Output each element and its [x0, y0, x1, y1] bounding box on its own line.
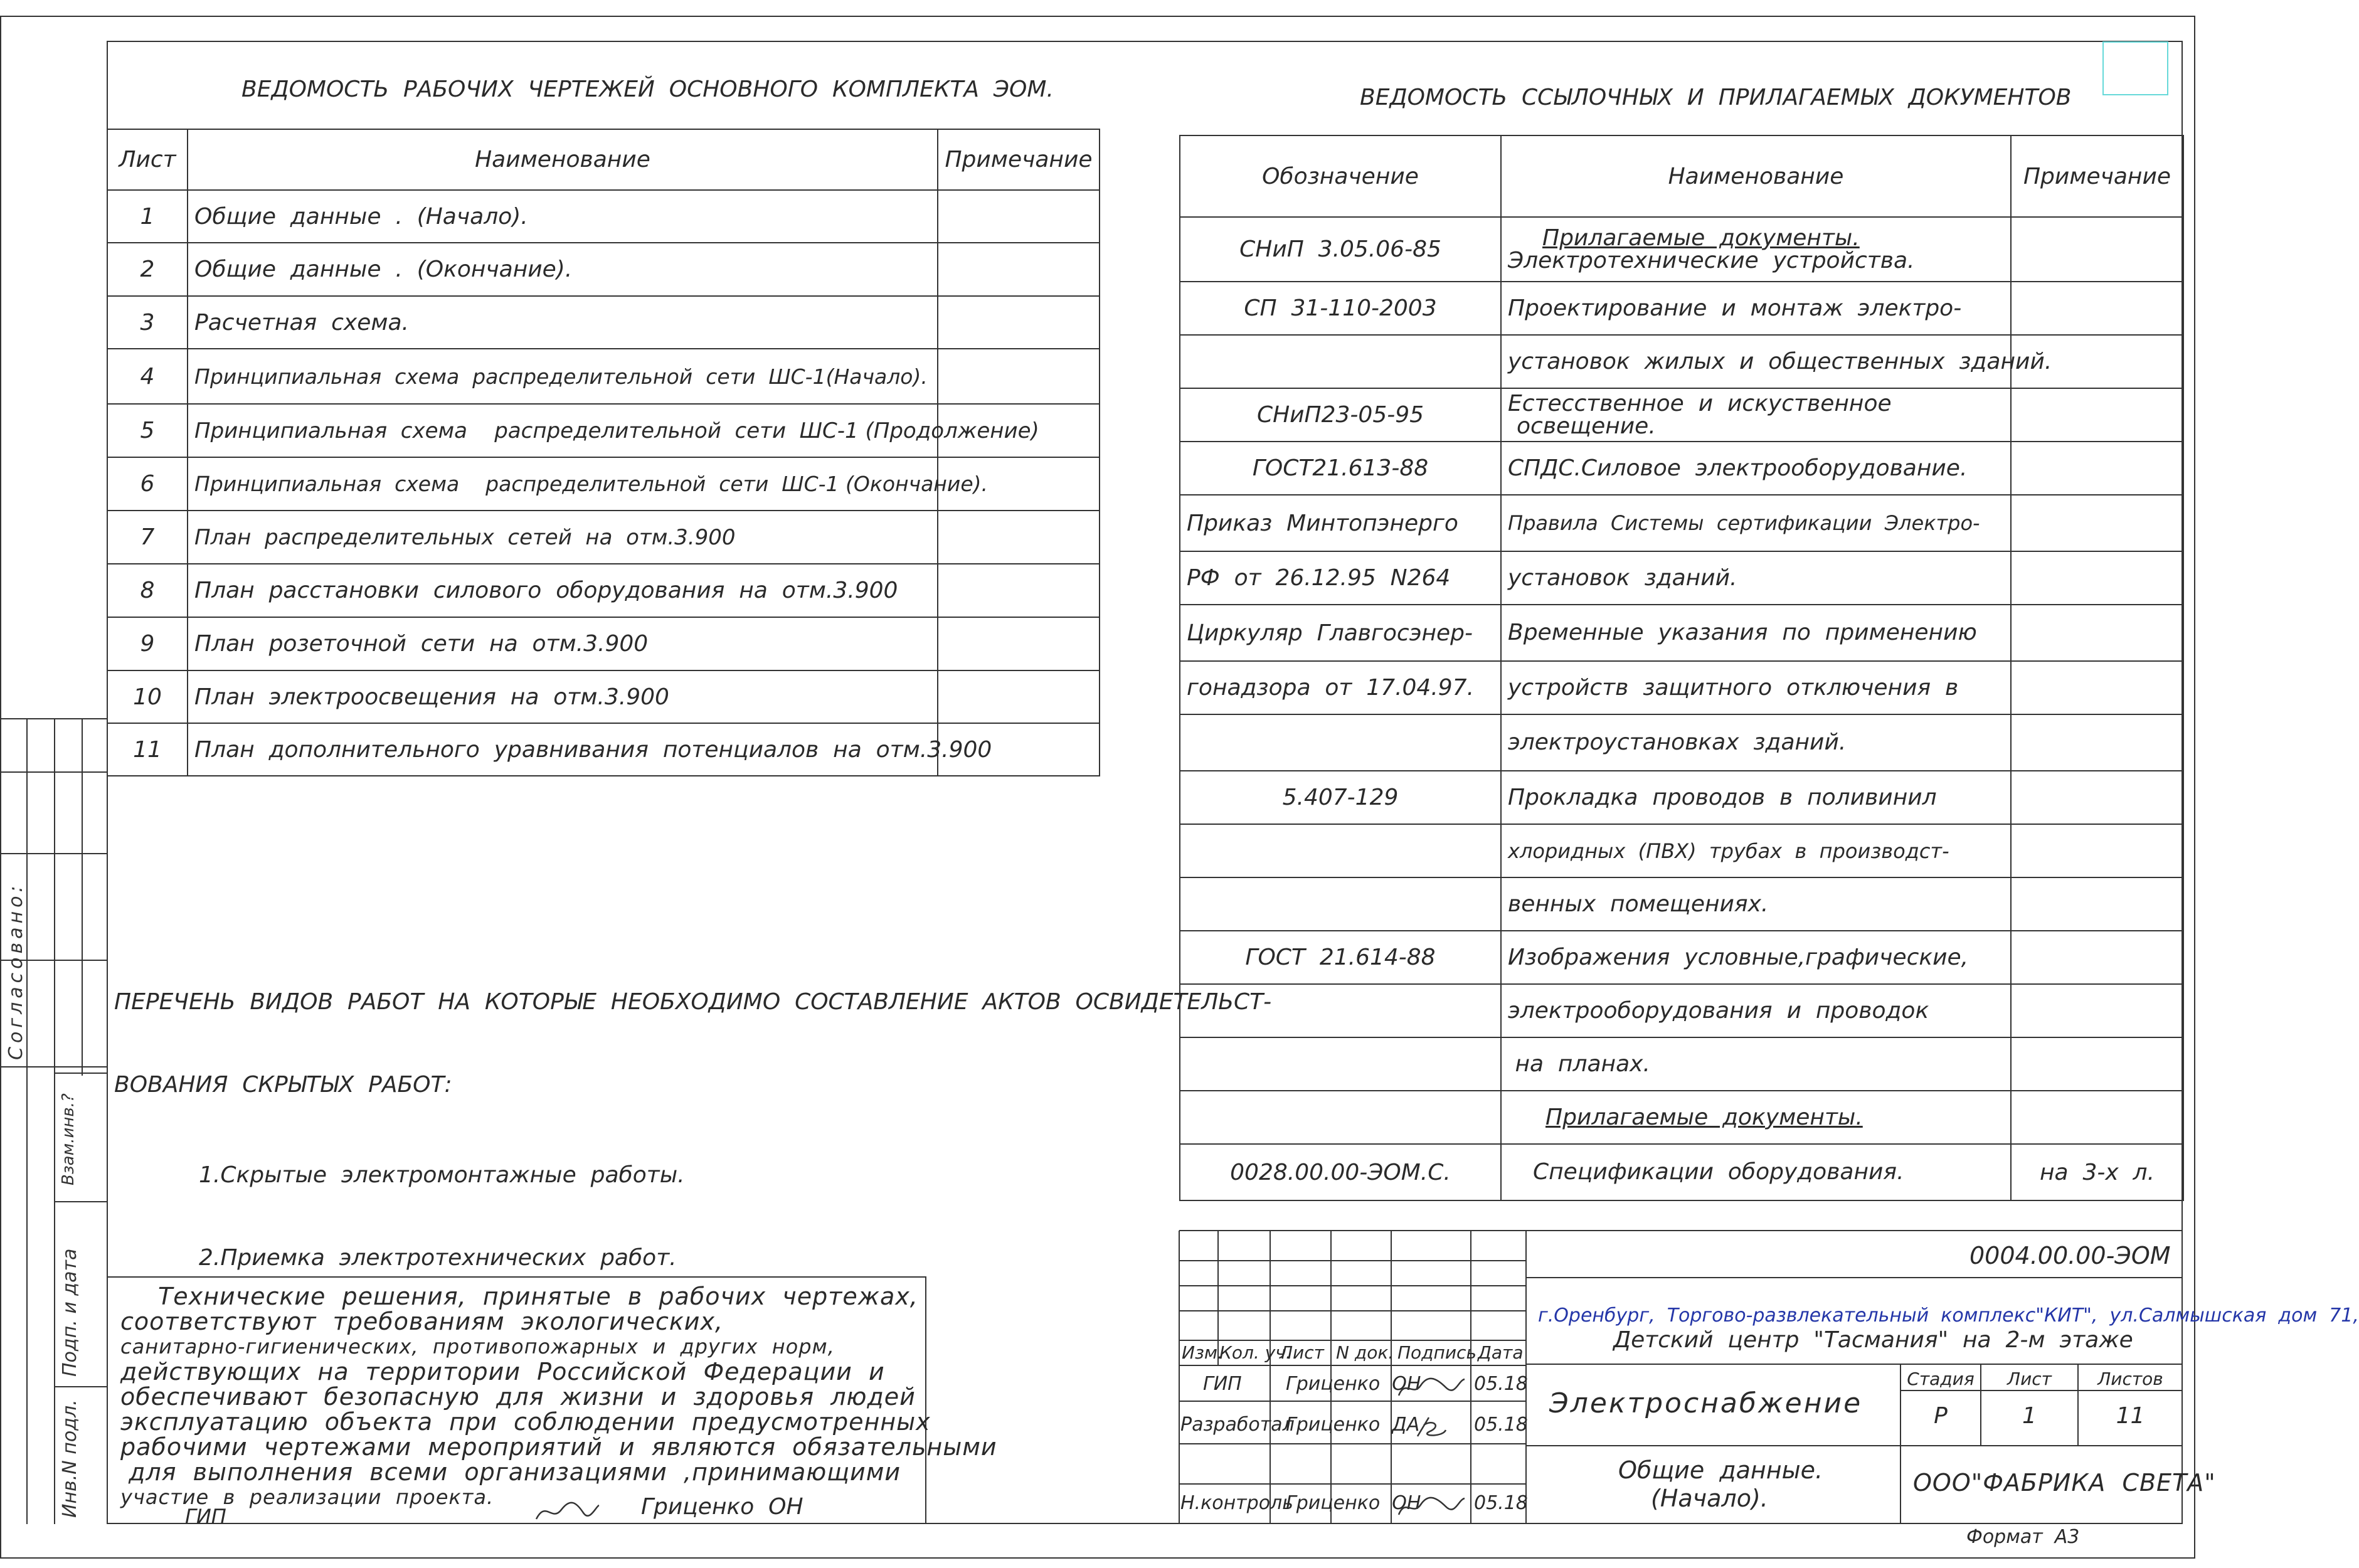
drawing-row [107, 723, 1100, 776]
drawing-note-cell [938, 564, 1100, 617]
reference-note-cell: на 3-х л. [2011, 1144, 2183, 1200]
col-header-date: Дата [1478, 1342, 1524, 1363]
reference-note-cell [2011, 551, 2183, 605]
reference-row [1180, 1144, 2183, 1200]
reference-name-text: Естесственное и искуственное [1508, 390, 1892, 416]
reference-name-text: хлоридных (ПВХ) трубах в производст- [1508, 839, 1949, 863]
works-item: 2.Приемка электротехнических работ. [199, 1245, 677, 1271]
reference-code-cell [1180, 335, 1501, 388]
reference-name-text: Прокладка проводов в поливинил [1508, 784, 1937, 810]
person-name: Гриценко ОН [1286, 1492, 1421, 1514]
drawing-sheet-cell: 5 [107, 404, 188, 457]
drawing-note-cell [938, 296, 1100, 349]
col-header-sheet: Лист [1280, 1342, 1324, 1363]
reference-note-cell [2011, 217, 2183, 282]
doc-code: 0004.00.00-ЭОМ [1969, 1242, 2171, 1269]
drawing-sheet-cell: 4 [107, 349, 188, 404]
reference-name-cell [1501, 335, 2052, 388]
reference-code-cell: гонадзора от 17.04.97. [1180, 661, 1501, 714]
reference-code-cell: 5.407-129 [1180, 771, 1501, 824]
reference-name-cell [1501, 1037, 2011, 1091]
reference-name-text: венных помещениях. [1508, 891, 1769, 917]
drawing-sheet-cell: 10 [107, 670, 188, 723]
works-title-line2: ВОВАНИЯ СКРЫТЫХ РАБОТ: [114, 1072, 452, 1098]
reference-name-text: Правила Системы сертификации Электро- [1508, 511, 1980, 535]
drawing-name-cell: План расстановки силового оборудования на отм.3.900 [188, 564, 938, 617]
drawing-note-cell [938, 670, 1100, 723]
drawing-name-cell: План распределительных сетей на отм.3.900 [188, 511, 938, 564]
reference-name-cell [1501, 1091, 2011, 1144]
reference-row [1180, 1091, 2183, 1144]
drawing-name-cell: Расчетная схема. [188, 296, 938, 349]
signature-icon [1396, 1491, 1468, 1519]
person-name: Гриценко ОН [1286, 1373, 1421, 1395]
statement-line: Технические решения, принятые в рабочих чертежах, [158, 1283, 918, 1310]
reference-code-cell: 0028.00.00-ЭОМ.С. [1180, 1144, 1501, 1200]
col-header-sheet: Лист [107, 129, 188, 190]
col-header-docno: N док. [1336, 1342, 1394, 1363]
reference-name-cell [1501, 661, 2011, 714]
statement-line: действующих на территории Российской Федерации и [120, 1358, 885, 1385]
reference-row [1180, 282, 2183, 335]
references-header-row [1180, 135, 2183, 217]
drawing-name-cell: Общие данные . (Начало). [188, 190, 938, 243]
person-date: 05.18 [1474, 1373, 1528, 1395]
signature-icon [533, 1494, 602, 1525]
reference-note-cell [2011, 605, 2183, 661]
drawing-row [107, 617, 1100, 670]
drawing-row [107, 404, 1100, 457]
reference-row [1180, 1037, 2183, 1091]
reference-note-cell [2011, 442, 2183, 495]
col-header-note: Примечание [2011, 135, 2183, 217]
drawing-note-cell [938, 190, 1100, 243]
address-line: г.Оренбург, Торгово-развлекательный комплекс"КИТ", ул.Салмышская дом 71, [1538, 1305, 2359, 1327]
reference-name-cell [1501, 282, 2011, 335]
section-name: Электроснабжение [1549, 1387, 1863, 1419]
works-item: 1.Скрытые электромонтажные работы. [199, 1162, 685, 1188]
drawing-row [107, 564, 1100, 617]
drawing-name-cell: Принципиальная схема распределительной сети ШС-1 (Окончание). [188, 457, 938, 511]
drawing-note-cell [938, 511, 1100, 564]
person-row [1179, 1412, 1526, 1441]
reference-note-cell [2011, 824, 2183, 877]
reference-code-cell: СНиП23-05-95 [1180, 388, 1501, 442]
reference-name-text: устройств защитного отключения в [1508, 674, 1959, 701]
reference-name-cell [1501, 442, 2011, 495]
reference-name-text: СПДС.Силовое электрооборудование. [1508, 455, 1968, 481]
reference-name-text: Временные указания по применению [1508, 620, 1977, 645]
reference-code-cell [1180, 1037, 1501, 1091]
reference-note-cell [2011, 1091, 2183, 1144]
drawing-name-cell: План дополнительного уравнивания потенциалов на отм.3.900 [188, 723, 938, 776]
col-header-signature: Подпись [1397, 1342, 1476, 1363]
reference-row [1180, 877, 2183, 931]
col-header-change: Изм. [1182, 1342, 1223, 1363]
col-header-count: Кол. уч. [1219, 1342, 1291, 1363]
reference-name-text: электрооборудования и проводок [1508, 997, 1929, 1024]
drawing-note-cell [938, 617, 1100, 670]
drawing-sheet-cell: 8 [107, 564, 188, 617]
reference-row [1180, 984, 2183, 1037]
reference-name-text: Проектирование и монтаж электро- [1508, 295, 1962, 321]
reference-name-cell [1501, 771, 2011, 824]
drawing-row [107, 243, 1100, 296]
signature-icon [1411, 1412, 1449, 1441]
reference-row [1180, 931, 2183, 984]
reference-row [1180, 714, 2183, 771]
person-name: Гриценко ДА [1286, 1414, 1420, 1436]
stage-value: Р [1934, 1403, 1948, 1429]
reference-row [1180, 824, 2183, 877]
drawing-name-cell: Общие данные . (Окончание). [188, 243, 938, 296]
statement-line: участие в реализации проекта. [120, 1485, 494, 1509]
replace-inv-label: Взам.инв.? [59, 1093, 78, 1185]
reference-name-cell [1501, 605, 2011, 661]
reference-note-cell [2011, 1037, 2183, 1091]
statement-line: эксплуатацию объекта при соблюдении предусмотренных [120, 1408, 931, 1436]
reference-row [1180, 388, 2183, 442]
inv-label: Инв.N подл. [59, 1399, 81, 1518]
reference-row [1180, 335, 2183, 388]
reference-note-cell [2011, 931, 2183, 984]
statement-line: рабочими чертежами мероприятий и являются обязательными [120, 1433, 997, 1461]
reference-name-cell [1501, 388, 2011, 442]
object-name: Детский центр "Тасмания" на 2-м этаже [1613, 1327, 2133, 1353]
references-title: ВЕДОМОСТЬ ССЫЛОЧНЫХ И ПРИЛАГАЕМЫХ ДОКУМЕНТОВ [1360, 85, 2072, 110]
drawing-sheet-cell: 3 [107, 296, 188, 349]
statement-role: ГИП [185, 1505, 226, 1528]
reference-code-cell: Приказ Минтопэнерго [1180, 495, 1501, 551]
drawing-sheet-cell: 2 [107, 243, 188, 296]
signature-icon [1396, 1372, 1468, 1400]
reference-name-text: установок зданий. [1508, 564, 1737, 591]
drawing-row [107, 190, 1100, 243]
col-header-name: Наименование [188, 129, 938, 190]
person-row [1179, 1491, 1526, 1519]
drawing-name-cell: План розеточной сети на отм.3.900 [188, 617, 938, 670]
sheets-label: Листов [2097, 1369, 2163, 1389]
corner-box [2102, 41, 2168, 95]
drawing-name-cell: Принципиальная схема распределительной сети ШС-1 (Продолжение) [188, 404, 938, 457]
reference-note-cell [2011, 495, 2183, 551]
drawing-sheet-cell: 11 [107, 723, 188, 776]
reference-code-cell: ГОСТ21.613-88 [1180, 442, 1501, 495]
works-list [114, 933, 1271, 1327]
sheet-title-2: (Начало). [1651, 1485, 1768, 1512]
col-header-name: Наименование [1501, 135, 2011, 217]
approved-label: Согласовано: [5, 882, 27, 1060]
reference-note-cell [2011, 984, 2183, 1037]
sheet-title-1: Общие данные. [1618, 1456, 1823, 1484]
drawing-row [107, 511, 1100, 564]
drawings-header-row [107, 129, 1100, 190]
reference-name-cell [1501, 984, 2011, 1037]
reference-name-text: установок жилых и общественных зданий. [1508, 348, 2052, 374]
person-role: Разработал [1180, 1414, 1295, 1436]
reference-name-text: Прилагаемые документы. [1545, 1104, 1863, 1130]
reference-name-text: Изображения условные,графические, [1508, 944, 1969, 970]
title-block [1179, 1231, 2359, 1524]
drawings-list-table [107, 129, 1100, 776]
reference-row [1180, 442, 2183, 495]
person-role: ГИП [1203, 1373, 1242, 1395]
person-row [1179, 1372, 1526, 1400]
statement-line: для выполнения всеми организациями ,принимающими [120, 1458, 901, 1486]
drawing-sheet-cell: 7 [107, 511, 188, 564]
reference-name-cell [1501, 495, 2011, 551]
attached-docs-heading: Прилагаемые документы. [1542, 225, 1860, 251]
statement-block [107, 1276, 997, 1528]
person-date: 05.18 [1474, 1414, 1528, 1436]
drawing-note-cell [938, 243, 1100, 296]
reference-row [1180, 605, 2183, 661]
col-header-note: Примечание [938, 129, 1100, 190]
stage-label: Стадия [1907, 1369, 1975, 1389]
sign-date-label: Подп. и дата [59, 1248, 81, 1377]
reference-row [1180, 771, 2183, 824]
reference-name-cell [1501, 824, 2011, 877]
reference-note-cell [2011, 877, 2183, 931]
reference-note-cell [2011, 282, 2183, 335]
statement-line: соответствуют требованиям экологических, [120, 1308, 724, 1335]
reference-name-text: Электротехнические устройства. [1508, 247, 1915, 273]
drawings-list-title: ВЕДОМОСТЬ РАБОЧИХ ЧЕРТЕЖЕЙ ОСНОВНОГО КОМПЛЕКТА ЭОМ. [241, 77, 1054, 102]
reference-code-cell [1180, 714, 1501, 771]
statement-text [120, 1284, 997, 1510]
drawing-name-cell: Принципиальная схема распределительной сети ШС-1(Начало). [188, 349, 938, 404]
side-strip [0, 718, 107, 1524]
reference-row [1180, 217, 2183, 282]
reference-note-cell [2011, 714, 2183, 771]
reference-code-cell: ГОСТ 21.614-88 [1180, 931, 1501, 984]
company-name: ООО"ФАБРИКА СВЕТА" [1913, 1469, 2216, 1496]
drawing-row [107, 457, 1100, 511]
drawing-note-cell [938, 349, 1100, 404]
sheet-value: 1 [2022, 1403, 2037, 1429]
reference-name-text: электроустановках зданий. [1508, 729, 1847, 755]
reference-code-cell [1180, 824, 1501, 877]
reference-name-text: на планах. [1508, 1051, 1650, 1077]
reference-note-cell [2011, 661, 2183, 714]
reference-name-text: Спецификации оборудования. [1533, 1159, 1904, 1185]
reference-code-cell [1180, 984, 1501, 1037]
reference-row [1180, 661, 2183, 714]
sheet-label: Лист [2007, 1369, 2052, 1389]
reference-name-cell [1501, 217, 2011, 282]
reference-row [1180, 551, 2183, 605]
reference-name-cell [1501, 931, 2011, 984]
reference-name-cell [1501, 1144, 2011, 1200]
sheets-value: 11 [2116, 1403, 2145, 1429]
drawing-sheet-cell: 6 [107, 457, 188, 511]
reference-code-cell [1180, 1091, 1501, 1144]
reference-name-cell [1501, 551, 2011, 605]
statement-line: санитарно-гигиенических, противопожарных и других норм, [120, 1335, 835, 1359]
drawing-row [107, 670, 1100, 723]
reference-code-cell [1180, 877, 1501, 931]
col-header-code: Обозначение [1180, 135, 1501, 217]
person-role: Н.контроль [1180, 1492, 1293, 1514]
works-title-line1: ПЕРЕЧЕНЬ ВИДОВ РАБОТ НА КОТОРЫЕ НЕОБХОДИМО СОСТАВЛЕНИЕ АКТОВ ОСВИДЕТЕЛЬСТ- [114, 989, 1272, 1015]
reference-name-cell [1501, 714, 2011, 771]
drawing-row [107, 296, 1100, 349]
reference-note-cell [2011, 388, 2183, 442]
drawing-sheet-cell: 1 [107, 190, 188, 243]
reference-note-cell [2011, 771, 2183, 824]
drawing-sheet-cell: 9 [107, 617, 188, 670]
reference-code-cell: Циркуляр Главгосэнер- [1180, 605, 1501, 661]
statement-line: обеспечивают безопасную для жизни и здоровья людей [120, 1383, 916, 1411]
references-table [1179, 135, 2184, 1201]
reference-row [1180, 495, 2183, 551]
reference-name-cell [1501, 877, 2011, 931]
reference-name-text: освещение. [1517, 413, 1656, 439]
person-date: 05.18 [1474, 1492, 1528, 1514]
reference-code-cell: РФ от 26.12.95 N264 [1180, 551, 1501, 605]
reference-code-cell: СНиП 3.05.06-85 [1180, 217, 1501, 282]
reference-code-cell: СП 31-110-2003 [1180, 282, 1501, 335]
format-label: Формат А3 [1966, 1526, 2080, 1548]
drawing-row [107, 349, 1100, 404]
statement-name: Гриценко ОН [641, 1494, 803, 1520]
drawing-name-cell: План электроосвещения на отм.3.900 [188, 670, 938, 723]
